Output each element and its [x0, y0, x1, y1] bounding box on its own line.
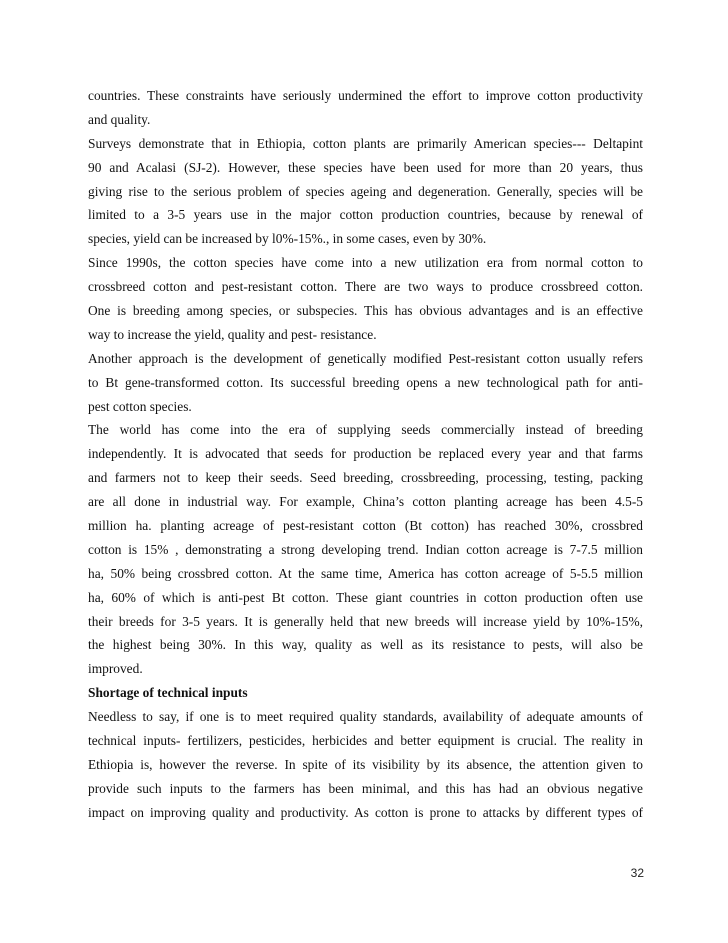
text-line: are all done in industrial way. For example, China’s cotton planting acreage has been 4.5-5 [88, 494, 643, 510]
text-line: cotton is 15% , demonstrating a strong developing trend. Indian cotton acreage is 7-7.5 million [88, 541, 643, 557]
text-line: crossbreed cotton and pest-resistant cotton. There are two ways to produce crossbreed cotton. [88, 279, 643, 295]
text-line: Needless to say, if one is to meet required quality standards, availability of adequate amounts of [88, 709, 643, 725]
text-line: impact on improving quality and productivity. As cotton is prone to attacks by different types of [88, 804, 643, 820]
text-line: improved. [88, 661, 143, 677]
text-line: countries. These constraints have seriously undermined the effort to improve cotton productivity [88, 88, 643, 103]
text-line: Another approach is the development of genetically modified Pest-resistant cotton usually refers [88, 350, 643, 366]
text-line: ha, 50% being crossbred cotton. At the same time, America has cotton acreage of 5-5.5 million [88, 565, 643, 581]
text-line: to Bt gene-transformed cotton. Its successful breeding opens a new technological path for anti- [88, 374, 643, 390]
text-line: and quality. [88, 111, 151, 127]
text-line: limited to a 3-5 years use in the major cotton production countries, because by renewal of [88, 207, 643, 223]
text-line: independently. It is advocated that seeds for production be replaced every year and that farms [88, 446, 643, 462]
text-line: ha, 60% of which is anti-pest Bt cotton. These giant countries in cotton production often use [88, 589, 643, 605]
text-line: way to increase the yield, quality and pest- resistance. [88, 326, 377, 342]
text-line: their breeds for 3-5 years. It is generally held that new breeds will increase yield by 10%-15%, [88, 613, 643, 629]
text-line: species, yield can be increased by l0%-15%., in some cases, even by 30%. [88, 231, 487, 247]
text-line: and farmers not to keep their seeds. Seed breeding, crossbreeding, processing, testing, packing [88, 470, 643, 486]
text-line: The world has come into the era of supplying seeds commercially instead of breeding [88, 422, 643, 438]
text-line: giving rise to the serious problem of species ageing and degeneration. Generally, species will be [88, 183, 643, 199]
body-text [88, 84, 643, 825]
text-line: pest cotton species. [88, 398, 192, 414]
text-line: One is breeding among species, or subspecies. This has obvious advantages and is an effective [88, 303, 643, 319]
text-line: the highest being 30%. In this way, quality as well as its resistance to pests, will also be [88, 637, 643, 653]
text-line: provide such inputs to the farmers has been minimal, and this has had an obvious negative [88, 780, 643, 796]
text-line: Since 1990s, the cotton species have come into a new utilization era from normal cotton to [88, 255, 643, 271]
text-line: 90 and Acalasi (SJ-2). However, these species have been used for more than 20 years, thus [88, 159, 643, 175]
text-line: Ethiopia is, however the reverse. In spite of its visibility by its absence, the attention given to [88, 756, 643, 772]
section-heading: Shortage of technical inputs [88, 685, 248, 701]
page-number: 32 [630, 866, 644, 880]
text-line: Surveys demonstrate that in Ethiopia, cotton plants are primarily American species--- Deltapint [88, 135, 643, 151]
text-line: million ha. planting acreage of pest-resistant cotton (Bt cotton) has reached 30%, crossbred [88, 518, 643, 534]
text-line: technical inputs- fertilizers, pesticides, herbicides and better equipment is crucial. The reality in [88, 733, 643, 749]
